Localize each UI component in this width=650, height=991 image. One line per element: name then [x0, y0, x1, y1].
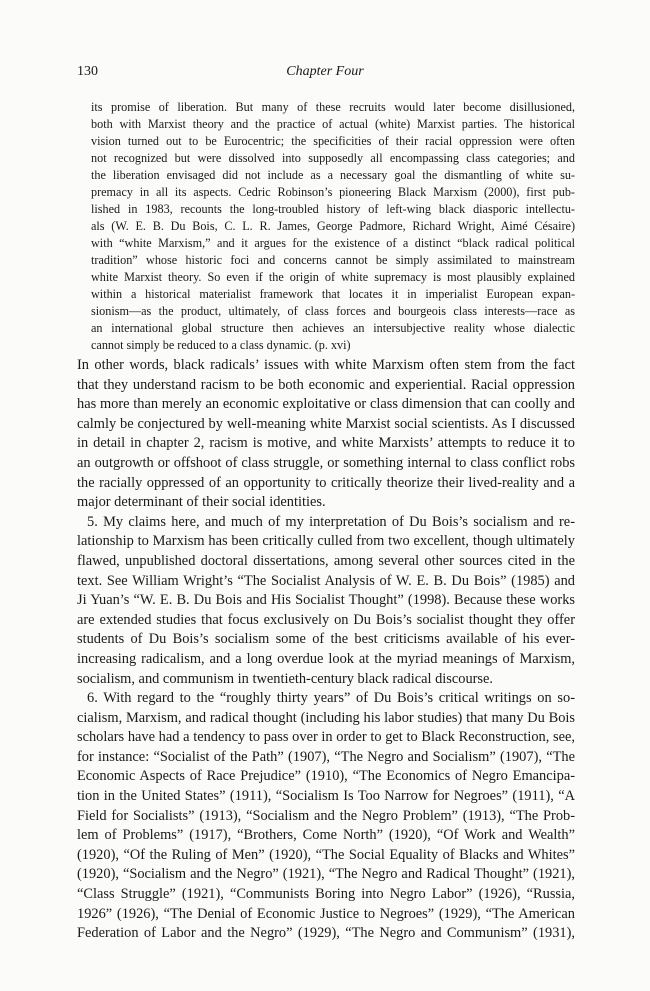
text-line: has more than merely an economic exploitative or class dimension that can coolly and	[77, 396, 575, 413]
quote-line: premacy in all its aspects. Cedric Robinson’s pioneering Black Marxism (2000), first pub-	[91, 185, 575, 199]
quote-line: vision turned out to be Eurocentric; the specificities of their racial oppression were often	[91, 134, 575, 148]
text-line: In other words, black radicals’ issues with white Marxism often stem from the fact	[77, 357, 575, 373]
block-quote	[91, 99, 575, 354]
text-line: scholars have had a tendency to pass over in order to get to Black Reconstruction, see,	[77, 729, 575, 746]
body-text	[77, 356, 575, 944]
text-line: in detail in chapter 2, racism is motive, and white Marxists’ attempts to reduce it to	[77, 435, 575, 452]
quote-line: white Marxist theory. So even if the origin of white supremacy is most plausibly explained	[91, 270, 575, 284]
running-head: Chapter Four	[286, 64, 364, 79]
text-line: text. See William Wright’s “The Socialist Analysis of W. E. B. Du Bois” (1985) and	[77, 572, 575, 589]
quote-line: tradition” whose historic foci and concerns cannot be simply assimilated to mainstream	[91, 253, 575, 267]
quote-line: lished in 1983, recounts the long-troubled history of left-wing black diasporic intellectu-	[91, 202, 575, 216]
quote-line: within a historical materialist framework that locates it in imperialist European expan-	[91, 287, 575, 301]
text-line: increasing radicalism, and a long overdue look at the myriad meanings of Marxism,	[77, 650, 575, 667]
quote-line: the liberation envisaged did not include as a necessary goal the dismantling of white su-	[91, 168, 575, 182]
text-line: (1920), “Socialism and the Negro” (1921), “The Negro and Radical Thought” (1921),	[77, 866, 575, 883]
text-line: 6. With regard to the “roughly thirty years” of Du Bois’s critical writings on so-	[87, 690, 575, 707]
text-line: cialism, Marxism, and radical thought (including his labor studies) that many Du Bois	[77, 709, 575, 726]
quote-line: both with Marxist theory and the practice of actual (white) Marxist parties. The historical	[91, 117, 575, 131]
text-line: Economic Aspects of Race Prejudice” (1910), “The Economics of Negro Emancipa-	[77, 768, 575, 785]
text-line: 1926” (1926), “The Denial of Economic Justice to Negroes” (1929), “The American	[77, 905, 575, 922]
quote-line: with “white Marxism,” and it argues for the existence of a distinct “black radical political	[91, 236, 575, 250]
quote-line: sionism—as the product, ultimately, of class forces and bourgeois class interests—race as	[91, 304, 575, 318]
text-line: that they understand racism to be both economic and experiential. Racial oppression	[77, 376, 575, 393]
text-line: for instance: “Socialist of the Path” (1907), “The Negro and Socialism” (1907), “The	[77, 748, 575, 765]
text-line: tion in the United States” (1911), “Socialism Is Too Narrow for Negroes” (1911), “A	[77, 788, 575, 805]
text-line: flawed, unpublished doctoral dissertations, among several other sources cited in the	[77, 552, 575, 569]
text-line: 5. My claims here, and much of my interpretation of Du Bois’s socialism and re-	[87, 513, 575, 530]
text-line: Ji Yuan’s “W. E. B. Du Bois and His Socialist Thought” (1998). Because these works	[77, 592, 575, 609]
text-line: socialism, and communism in twentieth-century black radical discourse.	[77, 670, 494, 687]
page-number: 130	[77, 64, 98, 79]
text-line: the racially oppressed of an opportunity to critically theorize their lived-reality and a	[77, 474, 575, 491]
quote-line: als (W. E. B. Du Bois, C. L. R. James, George Padmore, Richard Wright, Aimé Césaire)	[91, 219, 575, 233]
text-line: lem of Problems” (1917), “Brothers, Come North” (1920), “Of Work and Wealth”	[77, 827, 575, 844]
quote-line: cannot simply be reduced to a class dynamic. (p. xvi)	[91, 338, 351, 352]
quote-line: an international global structure then achieves an intersubjective reality whose dialectic	[91, 321, 575, 335]
text-line: Field for Socialists” (1913), “Socialism and the Negro Problem” (1913), “The Prob-	[77, 807, 575, 824]
text-line: are extended studies that focus exclusively on Du Bois’s socialist thought they offer	[77, 611, 575, 628]
text-line: Federation of Labor and the Negro” (1929), “The Negro and Communism” (1931),	[77, 925, 575, 942]
quote-line: its promise of liberation. But many of these recruits would later become disillusioned,	[91, 100, 575, 114]
text-line: an outgrowth or offshoot of class struggle, or something internal to class conflict robs	[77, 454, 575, 471]
text-line: students of Du Bois’s socialism some of the best criticisms available of his ever-	[77, 631, 575, 648]
text-line: lationship to Marxism has been critically culled from two excellent, though ultimately	[77, 533, 575, 550]
quote-line: not recognized but were dissolved into supposedly all encompassing class categories; and	[91, 151, 575, 165]
text-line: (1920), “Of the Ruling of Men” (1920), “The Social Equality of Blacks and Whites”	[77, 846, 575, 863]
text-line: major determinant of their social identities.	[77, 494, 326, 511]
text-line: calmly be conjectured by well-meaning white Marxist social scientists. As I discussed	[77, 415, 575, 432]
text-line: “Class Struggle” (1921), “Communists Boring into Negro Labor” (1926), “Russia,	[77, 886, 575, 903]
page-header	[77, 64, 573, 84]
